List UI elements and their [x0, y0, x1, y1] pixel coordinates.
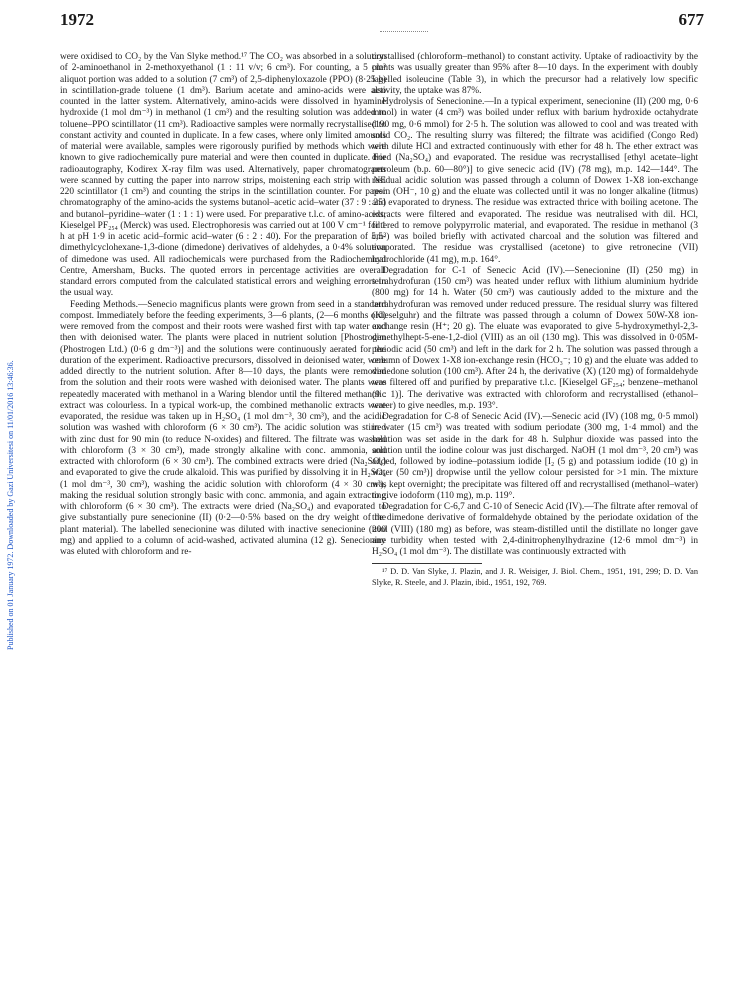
paragraph-uptake: crystallised (chloroform–methanol) to constant activity. Uptake of radioactivity by the plants was usually greater than 95% after 8—10 days. In the experiment with doubly labelled isoleucine (Table 3), in which the precursor had a relatively low specific activity, the uptake was 87%. — [372, 52, 698, 96]
paragraph-feeding-methods: Feeding Methods.—Senecio magnificus plants were grown from seed in a standard compost. Immediately before the feeding experiments, 3—6 plants, (2—6 months old) were removed from the compost and their roots were washed first with tap water and then with deionised water. The plants were placed in nutrient solution [Phostrogen (Phostrogen Ltd.) (0·6 g dm⁻³)] and the solutions were continuously aerated for the duration of the experiment. Radioactive precursors, dissolved in deionised water, were added directly to the nutrient solution. After 8—10 days, the plants were removed from the solution and their roots were washed with deionised water. The plants were repeatedly macerated with methanol in a Waring blendor until the filtered methanolic extract was colourless. In a typical work-up, the combined methanolic extracts were evaporated, the residue was taken up in H₂SO₄ (1 mol dm⁻³, 30 cm³), and the acidic solution was washed with chloroform (6 × 30 cm³). The acidic solution was stirred with zinc dust for 90 min (to reduce N-oxides) and filtered. The filtrate was washed with chloroform (3 × 30 cm³), made strongly alkaline with conc. ammonia, and extracted with chloroform (6 × 30 cm³). The combined extracts were dried (Na₂SO₄) and evaporated to give the crude alkaloid. This was purified by dissolving it in H₂SO₄ (1 mol dm⁻³, 30 cm³), washing the acidic solution with chloroform (4 × 30 cm³), making the residual solution strongly basic with conc. ammonia, and again extracting with chloroform (6 × 30 cm³). The extracts were dried (Na₂SO₄) and evaporated to give substantially pure senecionine (II) (0·2—0·5% based on the dry weight of the plant material). The labelled senecionine was diluted with inactive senecionine (200 mg) and applied to a column of acid-washed, activated alumina (12 g). Senecionine was eluted with chloroform and re- — [60, 299, 386, 557]
footnote-17: ¹⁷ D. D. Van Slyke, J. Plazin, and J. R. Weisiger, J. Biol. Chem., 1951, 191, 299; D. D. Van Slyke, R. Steele, and J. Plazin, ibid., 1951, 192, 769. — [372, 567, 698, 587]
paragraph-hydrolysis: Hydrolysis of Senecionine.—In a typical experiment, senecionine (II) (200 mg, 0·6 mmol) in water (4 cm³) was boiled under reflux with barium hydroxide octahydrate (190 mg, 0·6 mmol) for 2·5 h. The solution was allowed to cool and was treated with solid CO₂. The resulting slurry was filtered; the filtrate was acidified (Congo Red) with dilute HCl and extracted continuously with ether for 48 h. The ether extract was dried (Na₂SO₄) and evaporated. The residue was recrystallised [ethyl acetate–light petroleum (b.p. 60—80°)] to give senecic acid (IV) (78 mg), m.p. 142—144°. The residual acidic solution was passed through a column of Dowex 1-X8 ion-exchange resin (OH⁻, 10 g) and the eluate was collected until it was no longer alkaline (litmus) and evaporated to dryness. The residue was extracted thrice with boiling acetone. The extracts were filtered and evaporated. The residue was neutralised with dil. HCl, filtered to remove polypyrrolic material, and evaporated. The residue in methanol (3 cm³) was boiled briefly with activated charcoal and the solution was filtered and evaporated. The residue was crystallised (acetone) to give retronecine (VII) hydrochloride (41 mg), m.p. 164°. — [372, 97, 698, 265]
page-number: 677 — [678, 10, 704, 29]
right-column — [372, 52, 698, 972]
left-column — [60, 52, 386, 972]
paragraph-counting-methods: were oxidised to CO₂ by the Van Slyke method.¹⁷ The CO₂ was absorbed in a solution of 2-aminoethanol in 2-methoxyethanol (1 : 11 v/v; 6 cm³). For counting, a 5 cm³ aliquot portion was added to a solution (7 cm³) of 2,5-diphenyloxazole (PPO) (8·25 g) in scintillation-grade toluene (1 dm³). Barium acetate and amino-acids were also counted in the latter system. Alternatively, amino-acids were dissolved in hyamine hydroxide (1 mol dm⁻³) in methanol (1 cm³) and the resulting solution was added to toluene–PPO scintillator (11 cm³). Radioactive samples were normally recrystallised to constant activity and counted in duplicate. In a few cases, where only limited amounts of material were available, samples were rigorously purified by methods which were known to give radiochemically pure material and were then counted in duplicate. For radioautography, Kodirex X-ray film was used. Alternatively, paper chromatograms were scanned by cutting the paper into narrow strips, moistening each strip with NE 220 scintillator (1 cm³) and counting the strips in the scintillation counter. For paper chromatography of the amino-acids the systems butanol–acetic acid–water (37 : 9 : 25) and butanol–pyridine–water (1 : 1 : 1) were used. For preparative t.l.c. of amino-acids, Kieselgel PF₂₅₄ (Merck) was used. Electrophoresis was carried out at 100 V cm⁻¹ for 1 h at pH 1·9 in acetic acid–formic acid–water (6 : 2 : 40). For the preparation of 5,5-dimethylcyclohexane-1,3-dione (dimedone) derivatives of aldehydes, a 0·4% solution of dimedone was used. All radiochemicals were purchased from the Radiochemical Centre, Amersham, Bucks. The quoted errors in percentage activities are overall standard errors computed from the calculated statistical errors and weighing errors in the usual way. — [60, 52, 386, 299]
page-year: 1972 — [60, 10, 94, 29]
paragraph-degradation-c1: Degradation for C-1 of Senecic Acid (IV).—Senecionine (II) (250 mg) in tetrahydrofuran (150 cm³) was heated under reflux with lithium aluminium hydride (800 mg) for 14 h. Water (50 cm³) was cautiously added to the mixture and the tetrahydrofuran was removed under reduced pressure. The residual slurry was filtered (Kieselguhr) and the filtrate was passed through a column of Dowex 50W-X8 ion-exchange resin (H⁺; 20 g). The eluate was evaporated to give 5-hydroxymethyl-2,3-dimethylhept-5-ene-1,2-diol (VIII) as an oil (130 mg). This was dissolved in 0·05M-periodic acid (50 cm³) and left in the dark for 2 h. The solution was passed through a column of Dowex 1-X8 ion-exchange resin (HCO₃⁻; 10 g) and the eluate was added to dimedone solution (100 cm³). After 24 h, the derivative (X) (120 mg) of formaldehyde was filtered off and purified by preparative t.l.c. [Kieselgel GF₂₅₄; benzene–methanol (9 : 1)]. The derivative was extracted with chloroform and recrystallised (ethanol–water) to give needles, m.p. 193°. — [372, 265, 698, 411]
provenance-sidebar: Published on 01 January 1972. Downloaded by Gazi Universitesi on 11/01/2016 13:46:36. — [6, 360, 15, 650]
footnote-rule — [372, 563, 482, 564]
paragraph-degradation-c6-7-c10: Degradation for C-6,7 and C-10 of Senecic Acid (IV).—The filtrate after removal of the dimedone derivative of formaldehyde obtained by the periodate oxidation of the triol (VIII) (180 mg) as before, was steam-distilled until the distillate no longer gave any turbidity when tested with 2,4-dinitrophenylhydrazine (12·6 mmol dm⁻³) in H₂SO₄ (1 mol dm⁻³). The distillate was continuously extracted with — [372, 502, 698, 557]
header-rule — [380, 31, 428, 32]
paragraph-degradation-c8: Degradation for C-8 of Senecic Acid (IV).—Senecic acid (IV) (108 mg, 0·5 mmol) in water (15 cm³) was treated with sodium periodate (300 mg, 1·4 mmol) and the solution was set aside in the dark for 48 h. Sulphur dioxide was passed into the solution until the iodine colour was just discharged. NaOH (1 mol dm⁻³, 20 cm³) was added, followed by iodine–potassium iodide [I₂ (5 g) and potassium iodide (10 g) in water (50 cm³)] dropwise until the yellow colour persisted for >1 min. The mixture was kept overnight; the precipitate was filtered off and recrystallised (methanol–water) to give iodoform (110 mg), m.p. 119°. — [372, 412, 698, 501]
